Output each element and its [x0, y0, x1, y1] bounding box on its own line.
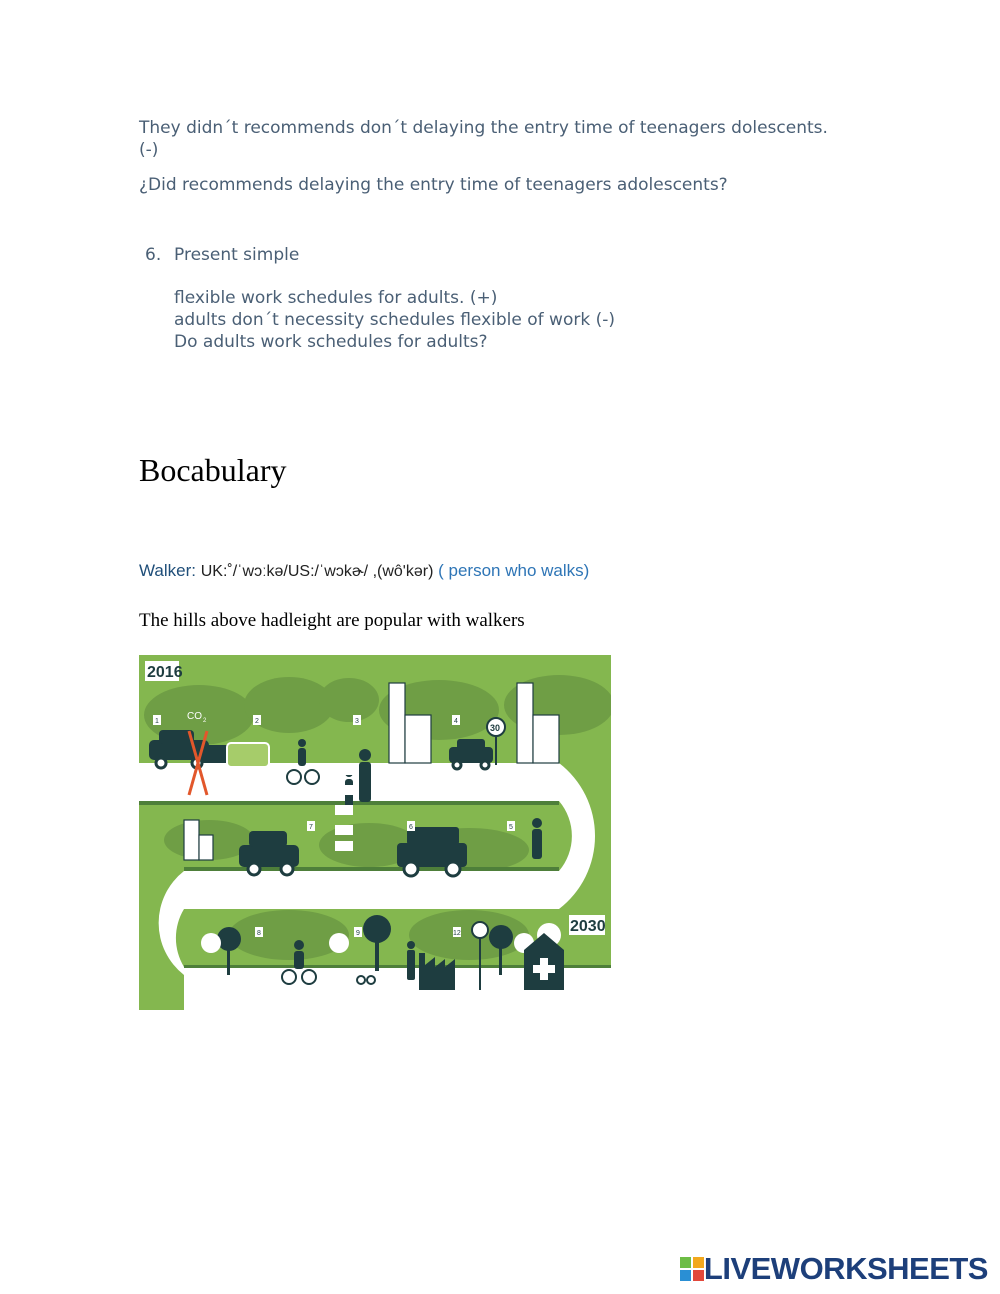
page-heading: Bocabulary: [139, 452, 287, 488]
marker-9: 9: [356, 930, 360, 937]
marker-1: 1: [155, 718, 159, 725]
marker-5: 5: [509, 824, 513, 831]
logo-icon: [680, 1257, 704, 1281]
vocabulary-entry: [139, 561, 589, 581]
affirmative-line: flexible work schedules for adults. (+): [174, 288, 498, 308]
liveworksheets-logo: [680, 1253, 988, 1285]
co2-label: CO: [187, 711, 202, 722]
vocab-phonetic: UK:˚/ˈwɔːkə/US:/ˈwɔkɚ/ ,(wôʹkər): [200, 563, 434, 580]
list-number: 6.: [145, 245, 162, 265]
marker-3: 3: [355, 718, 359, 725]
list-item-6: [145, 244, 299, 266]
example-sentence: The hills above hadleight are popular with walkers: [139, 610, 525, 631]
marker-2: 2: [255, 718, 259, 725]
year-start-label: 2016: [147, 664, 183, 681]
mobility-illustration: [139, 655, 611, 1010]
marker-7: 7: [309, 824, 313, 831]
logo-wordmark: LIVEWORKSHEETS: [703, 1251, 988, 1286]
year-end-label: 2030: [570, 918, 606, 935]
speed-sign-value: 30: [490, 723, 501, 733]
marker-4: 4: [454, 718, 458, 725]
marker-12: 12: [453, 930, 461, 937]
question-line: Do adults work schedules for adults?: [174, 332, 488, 352]
negative-sentence: They didn´t recommends don´t delaying the entry time of teenagers dolescents. (-): [139, 118, 828, 160]
marker-8: 8: [257, 930, 261, 937]
present-simple-examples: [174, 287, 615, 353]
vocab-word: Walker:: [139, 561, 196, 580]
list-item-title: Present simple: [174, 245, 300, 265]
marker-6: 6: [409, 824, 413, 831]
co2-subscript: 2: [203, 718, 207, 724]
vocab-definition: ( person who walks): [438, 561, 590, 580]
van-icon: [227, 743, 269, 767]
negative-line: adults don´t necessity schedules flexible of work (-): [174, 310, 615, 330]
question-sentence: ¿Did recommends delaying the entry time of teenagers adolescents?: [139, 175, 728, 195]
